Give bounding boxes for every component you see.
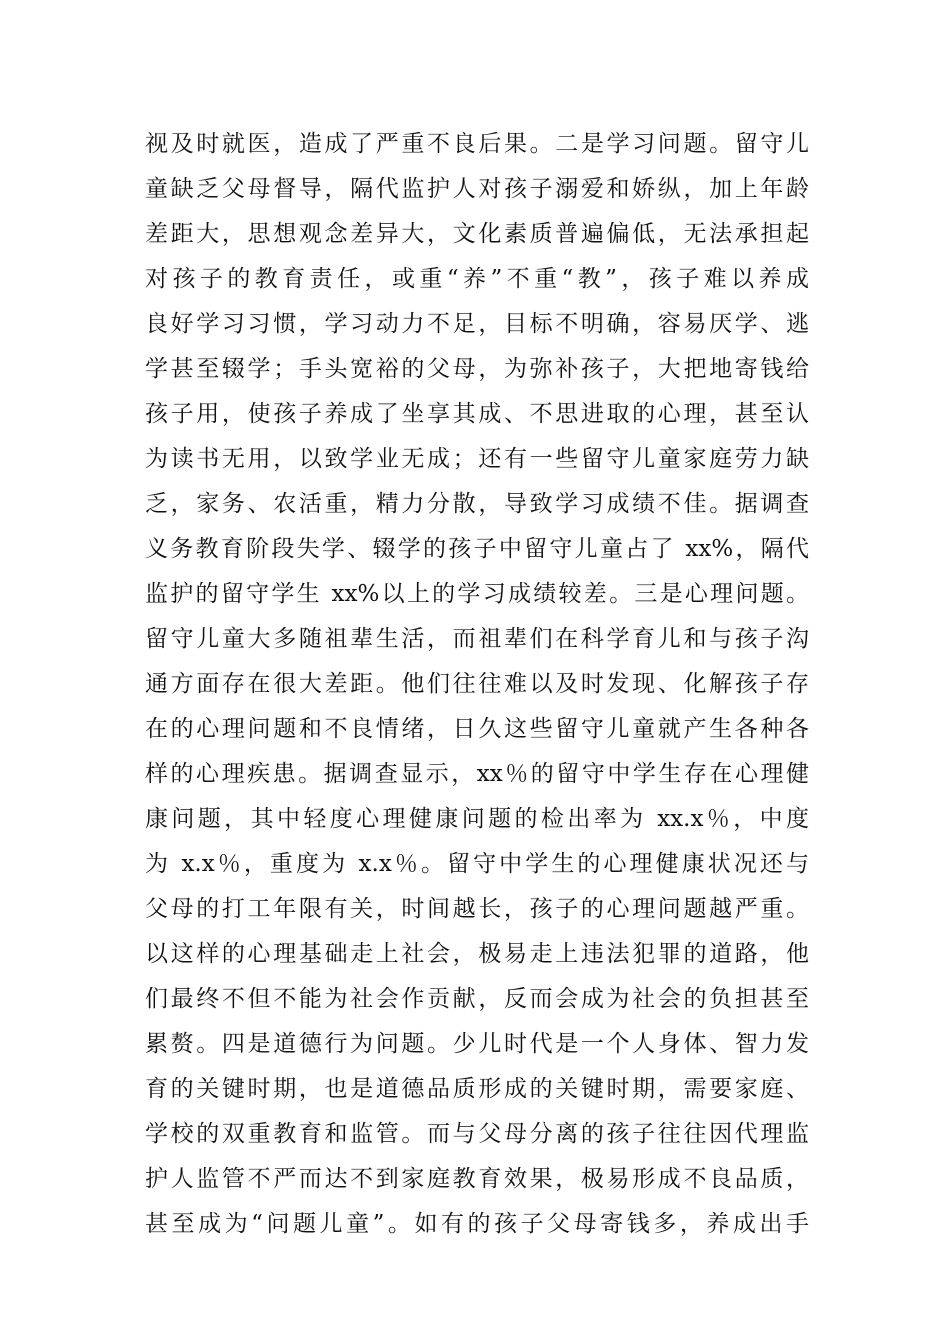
text-line-2: 童缺乏父母督导，隔代监护人对孩子溺爱和娇纵，加上年龄 xyxy=(145,176,809,202)
text-line-4: 对孩子的教育责任，或重“养”不重“教”，孩子难以养成 xyxy=(145,266,809,292)
text-line-23: 学校的双重教育和监管。而与父母分离的孩子往往因代理监 xyxy=(145,1121,809,1147)
text-line-19: 以这样的心理基础走上社会，极易走上违法犯罪的道路，他 xyxy=(145,941,809,967)
text-line-3: 差距大，思想观念差异大，文化素质普遍偏低，无法承担起 xyxy=(145,221,809,247)
body-text xyxy=(145,122,809,1247)
text-line-24: 护人监管不严而达不到家庭教育效果，极易形成不良品质， xyxy=(145,1166,809,1192)
text-line-8: 为读书无用，以致学业无成；还有一些留守儿童家庭劳力缺 xyxy=(145,446,809,472)
text-line-22: 育的关键时期，也是道德品质形成的关键时期，需要家庭、 xyxy=(145,1076,809,1102)
text-line-14: 在的心理问题和不良情绪，日久这些留守儿童就产生各种各 xyxy=(145,716,809,742)
text-line-13: 通方面存在很大差距。他们往往难以及时发现、化解孩子存 xyxy=(145,671,809,697)
text-line-15: 样的心理疾患。据调查显示，xx％的留守中学生存在心理健 xyxy=(145,761,809,787)
text-line-10: 义务教育阶段失学、辍学的孩子中留守儿童占了 xx%，隔代 xyxy=(145,536,809,562)
text-line-9: 乏，家务、农活重，精力分散，导致学习成绩不佳。据调查 xyxy=(145,491,809,517)
text-line-12: 留守儿童大多随祖辈生活，而祖辈们在科学育儿和与孩子沟 xyxy=(145,626,809,652)
text-line-1: 视及时就医，造成了严重不良后果。二是学习问题。留守儿 xyxy=(145,131,809,157)
text-line-17: 为 x.x％，重度为 x.x％。留守中学生的心理健康状况还与 xyxy=(145,851,809,877)
text-line-6: 学甚至辍学；手头宽裕的父母，为弥补孩子，大把地寄钱给 xyxy=(145,356,809,382)
text-line-21: 累赘。四是道德行为问题。少儿时代是一个人身体、智力发 xyxy=(145,1031,809,1057)
text-line-20: 们最终不但不能为社会作贡献，反而会成为社会的负担甚至 xyxy=(145,986,809,1012)
text-line-11: 监护的留守学生 xx%以上的学习成绩较差。三是心理问题。 xyxy=(145,581,809,607)
text-line-5: 良好学习习惯，学习动力不足，目标不明确，容易厌学、逃 xyxy=(145,311,809,337)
text-line-18: 父母的打工年限有关，时间越长，孩子的心理问题越严重。 xyxy=(145,896,809,922)
text-line-16: 康问题，其中轻度心理健康问题的检出率为 xx.x％，中度 xyxy=(145,806,809,832)
text-line-25: 甚至成为“问题儿童”。如有的孩子父母寄钱多，养成出手 xyxy=(145,1211,809,1237)
text-line-7: 孩子用，使孩子养成了坐享其成、不思进取的心理，甚至认 xyxy=(145,401,809,427)
